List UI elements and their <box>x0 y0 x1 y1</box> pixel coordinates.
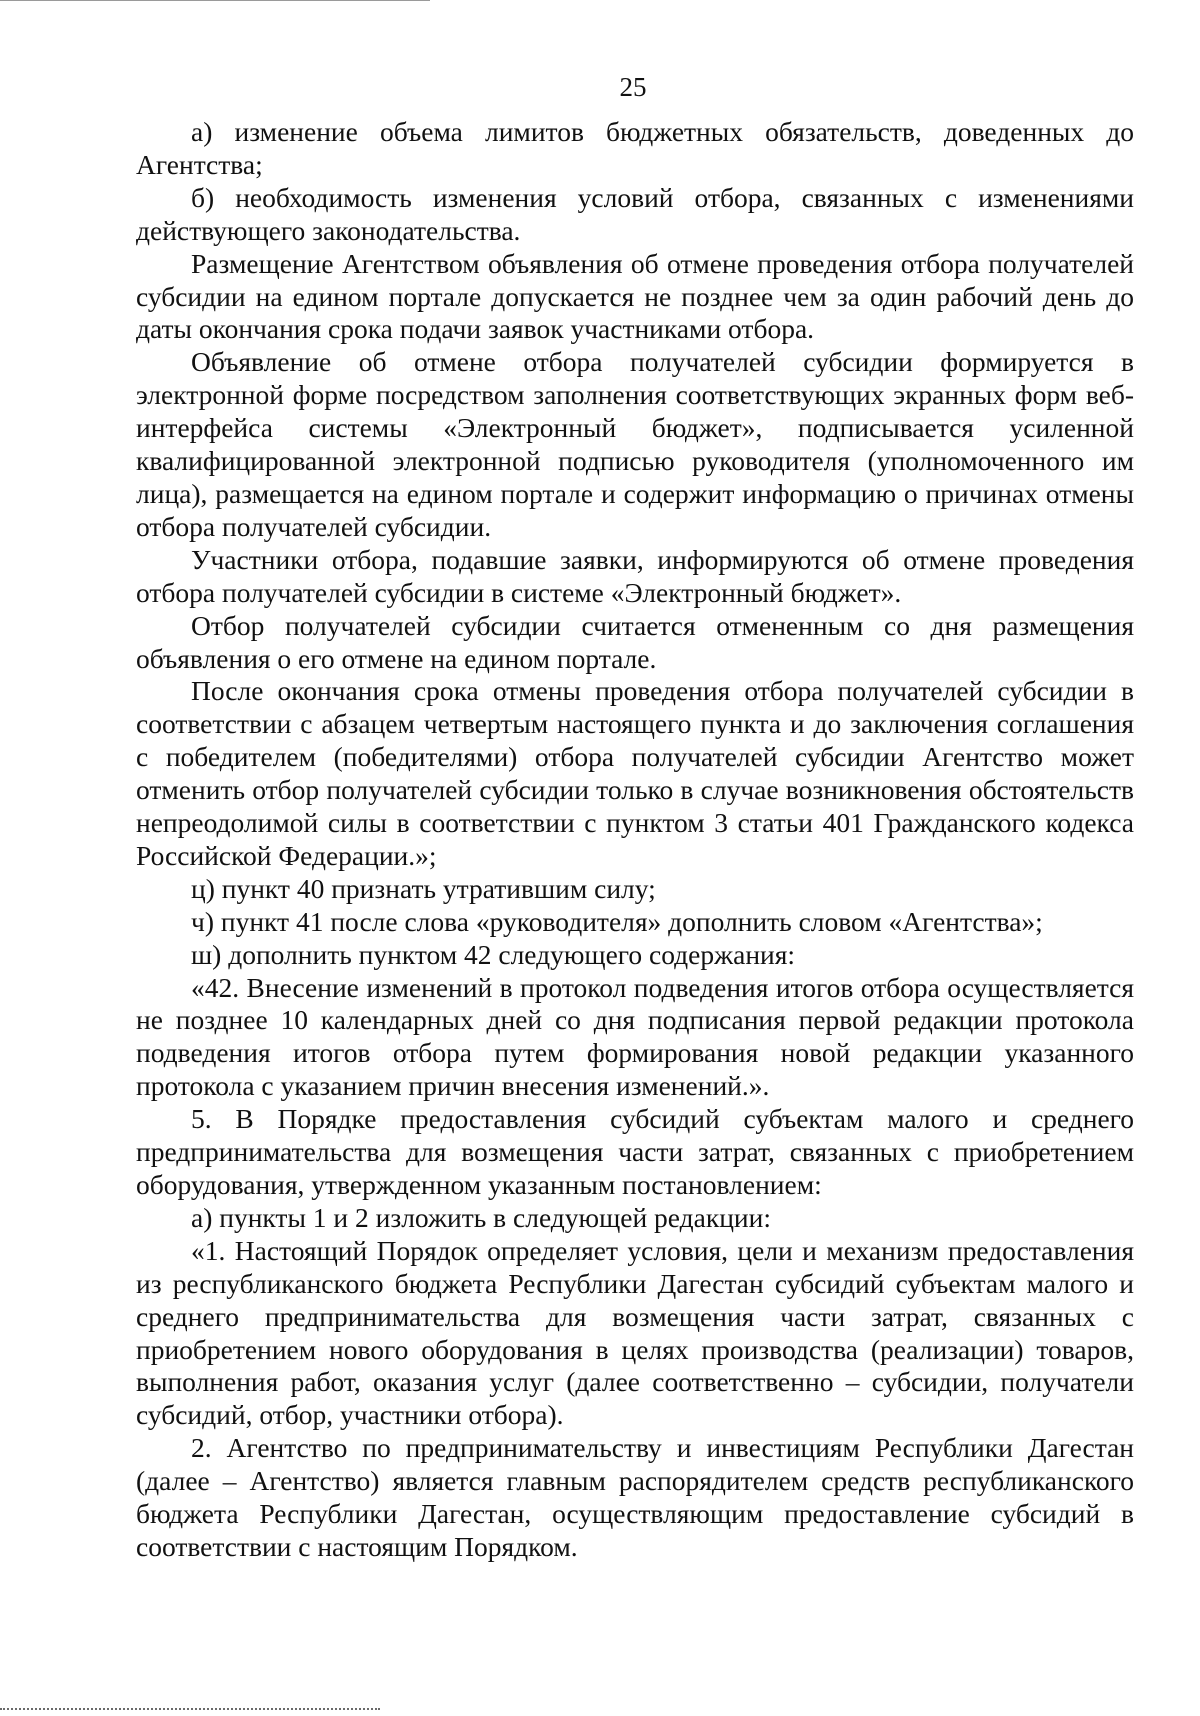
paragraph: 2. Агентство по предпринимательству и инвестициям Республики Дагестан (далее – Агентство) является главным распорядителем средств республиканского бюджета Республики Дагестан, осуществляющим предоставление субсидий в соответствии с настоящим Порядком. <box>136 1432 1134 1562</box>
paragraph: а) пункты 1 и 2 изложить в следующей редакции: <box>191 1201 771 1233</box>
paragraph: а) изменение объема лимитов бюджетных обязательств, доведенных до Агентства; <box>136 116 1134 180</box>
paragraph: «42. Внесение изменений в протокол подведения итогов отбора осуществляется не позднее 10 календарных дней со дня подписания первой редакции протокола подведения итогов отбора путем формирования новой редакции указанного протокола с указанием причин внесения изменений.». <box>136 971 1134 1102</box>
page-number: 25 <box>619 72 647 102</box>
paragraph: Размещение Агентством объявления об отмене проведения отбора получателей субсидии на едином портале допускается не позднее чем за один рабочий день до даты окончания срока подачи заявок участниками отбора. <box>136 247 1134 345</box>
paragraph: 5. В Порядке предоставления субсидий субъектам малого и среднего предпринимательства для возмещения части затрат, связанных с приобретением оборудования, утвержденном указанным постановлением: <box>136 1103 1134 1200</box>
paragraph: б) необходимость изменения условий отбора, связанных с изменениями действующего законодательства. <box>136 181 1134 246</box>
document-body <box>136 116 1134 1564</box>
paragraph: ц) пункт 40 признать утратившим силу; <box>191 872 656 904</box>
paragraph: После окончания срока отмены проведения отбора получателей субсидии в соответствии с абзацем четвертым настоящего пункта и до заключения соглашения с победителем (победителями) отбора получателей субсидии Агентство может отменить отбор получателей субсидии только в случае возникновения обстоятельств непреодолимой силы в соответствии с пунктом 3 статьи 401 Гражданского кодекса Российской Федерации.»; <box>136 675 1134 871</box>
scan-edge-line-top <box>0 0 430 1</box>
paragraph: ч) пункт 41 после слова «руководителя» дополнить словом «Агентства»; <box>191 905 1043 937</box>
scan-edge-line-bottom <box>0 1708 380 1710</box>
paragraph: Участники отбора, подавшие заявки, информируются об отмене проведения отбора получателей субсидии в системе «Электронный бюджет». <box>136 543 1134 608</box>
paragraph: ш) дополнить пунктом 42 следующего содержания: <box>191 938 796 970</box>
paragraph: «1. Настоящий Порядок определяет условия, цели и механизм предоставления из республиканского бюджета Республики Дагестан субсидий субъектам малого и среднего предпринимательства для возмещения части затрат, связанных с приобретением нового оборудования в целях производства (реализации) товаров, выполнения работ, оказания услуг (далее соответственно – субсидии, получатели субсидий, отбор, участники отбора). <box>136 1234 1134 1431</box>
paragraph: Отбор получателей субсидии считается отмененным со дня размещения объявления о его отмене на едином портале. <box>136 609 1134 674</box>
paragraph: Объявление об отмене отбора получателей субсидии формируется в электронной форме посредством заполнения соответствующих экранных форм веб-интерфейса системы «Электронный бюджет», подписывается усиленной квалифицированной электронной подписью руководителя (уполномоченного им лица), размещается на едином портале и содержит информацию о причинах отмены отбора получателей субсидии. <box>136 346 1134 542</box>
